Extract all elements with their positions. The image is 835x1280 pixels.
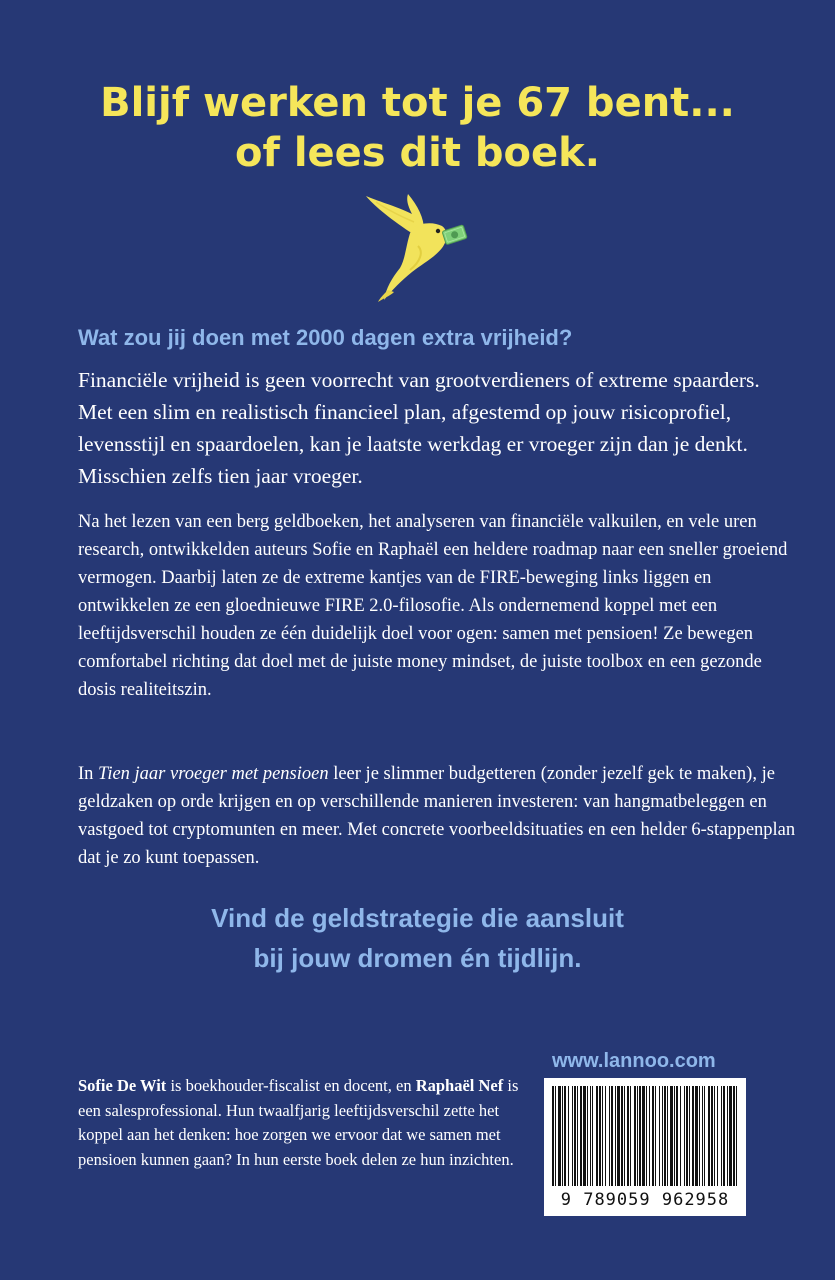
barcode-bar: [587, 1086, 588, 1186]
barcode-bar: [676, 1086, 678, 1186]
barcode-bar: [552, 1086, 554, 1186]
barcode-bar: [686, 1086, 688, 1186]
subheading: Wat zou jij doen met 2000 dagen extra vrijheid?: [78, 325, 573, 350]
barcode-bar: [646, 1086, 647, 1186]
barcode-bar: [639, 1086, 641, 1186]
barcode-bar: [592, 1086, 593, 1186]
headline-line-2: of lees dit boek.: [235, 130, 600, 176]
barcode-bar: [699, 1086, 700, 1186]
barcode-bar: [605, 1086, 606, 1186]
barcode-bar: [590, 1086, 591, 1186]
barcode-bar: [602, 1086, 603, 1186]
headline: [0, 78, 835, 178]
paragraph-2-prefix: In: [78, 764, 99, 784]
barcode-bar: [704, 1086, 705, 1186]
barcode-bar: [736, 1086, 737, 1186]
barcode-bar: [637, 1086, 638, 1186]
barcode-bar: [615, 1086, 616, 1186]
barcode-bar: [723, 1086, 725, 1186]
barcode-bar: [655, 1086, 656, 1186]
barcode-bar: [558, 1086, 561, 1186]
hummingbird-with-money-icon: [362, 192, 478, 302]
barcode-bar: [630, 1086, 631, 1186]
barcode-bar: [733, 1086, 735, 1186]
body-paragraph-2: [78, 760, 798, 872]
barcode-bar: [580, 1086, 582, 1186]
barcode-bar: [721, 1086, 722, 1186]
barcode-bar: [695, 1086, 698, 1186]
author-1-name: Sofie De Wit: [78, 1076, 167, 1095]
barcode-bar: [667, 1086, 668, 1186]
barcode-bar: [609, 1086, 610, 1186]
barcode-bar: [611, 1086, 613, 1186]
publisher-website[interactable]: www.lannoo.com: [552, 1050, 716, 1072]
headline-line-1: Blijf werken tot je 67 bent...: [100, 80, 735, 126]
tagline-line-2: bij jouw dromen én tijdlijn.: [253, 943, 582, 973]
isbn-number: 9 789059 962958: [560, 1190, 730, 1210]
bio-text-2: is een salesprofessional. Hun twaalfjarig leeftijdsverschil zette het koppel aan het denken: hoe zorgen we ervoor dat we samen met pensioen kunnen gaan? In hun eerste boek delen ze hun inzichten.: [78, 1076, 519, 1169]
barcode-bar: [562, 1086, 563, 1186]
barcode-bar: [574, 1086, 576, 1186]
author-bio: [78, 1074, 528, 1172]
barcode-bar: [689, 1086, 690, 1186]
barcode-bar: [717, 1086, 718, 1186]
barcode-bar: [659, 1086, 660, 1186]
barcode-bar: [649, 1086, 650, 1186]
isbn-barcode: [544, 1078, 746, 1216]
barcode-bar: [711, 1086, 713, 1186]
barcode-bar: [568, 1086, 569, 1186]
barcode-bar: [564, 1086, 566, 1186]
barcode-bar: [684, 1086, 685, 1186]
barcode-bar: [729, 1086, 732, 1186]
barcode-bar: [662, 1086, 663, 1186]
body-paragraph-1: Na het lezen van een berg geldboeken, het analyseren van financiële valkuilen, en vele uren research, ontwikkelden auteurs Sofie en Raphaël een heldere roadmap naar een sneller groeiend vermogen. Daarbij laten ze de extreme kantjes van de FIRE-beweging links liggen en ontwikkelen ze een gloednieuwe FIRE 2.0-filosofie. Als ondernemend koppel met een leeftijdsverschil houden ze één duidelijk doel voor ogen: samen met pensioen! Ze bewegen comfortabel richting dat doel met de juiste money mindset, de juiste toolbox en een gezonde dosis realiteitszin.: [78, 512, 788, 700]
barcode-bar: [702, 1086, 703, 1186]
lead-paragraph: Financiële vrijheid is geen voorrecht van grootverdieners of extreme spaarders. Met een slim en realistisch financieel plan, afgestemd op jouw risicoprofiel, levensstijl en spaardoelen, kan je laatste werkdag er vroeger zijn dan je denkt. Misschien zelfs tien jaar vroeger.: [78, 368, 760, 488]
barcode-bar: [727, 1086, 728, 1186]
barcode-bar: [627, 1086, 629, 1186]
bio-text-1: is boekhouder-fiscalist en docent, en: [166, 1076, 416, 1095]
barcode-bar: [642, 1086, 645, 1186]
barcode-bar: [599, 1086, 601, 1186]
barcode-bar: [714, 1086, 715, 1186]
barcode-bar: [680, 1086, 681, 1186]
barcode-bar: [621, 1086, 623, 1186]
barcode-bar: [670, 1086, 673, 1186]
barcode-bar: [617, 1086, 620, 1186]
barcode-bar: [708, 1086, 710, 1186]
barcode-bar: [634, 1086, 636, 1186]
barcode-bar: [674, 1086, 675, 1186]
barcode-bar: [624, 1086, 625, 1186]
barcode-bar: [664, 1086, 666, 1186]
barcode-bar: [652, 1086, 654, 1186]
author-2-name: Raphaël Nef: [415, 1076, 504, 1095]
barcode-bar: [583, 1086, 586, 1186]
paragraph-2-rest: leer je slimmer budgetteren (zonder jezelf gek te maken), je geldzaken op orde krijgen en op verschillende manieren investeren: van hangmatbeleggen en vastgoed tot cryptomunten en meer. Met concrete voorbeeldsituaties en een helder 6-stappenplan dat je zo kunt toepassen.: [78, 764, 796, 868]
book-title: Tien jaar vroeger met pensioen: [98, 764, 329, 784]
barcode-bars: [552, 1086, 738, 1186]
barcode-bar: [555, 1086, 556, 1186]
barcode-bar: [572, 1086, 573, 1186]
tagline: [0, 898, 835, 978]
tagline-line-1: Vind de geldstrategie die aansluit: [211, 903, 624, 933]
barcode-bar: [577, 1086, 578, 1186]
barcode-bar: [596, 1086, 598, 1186]
barcode-bar: [692, 1086, 694, 1186]
